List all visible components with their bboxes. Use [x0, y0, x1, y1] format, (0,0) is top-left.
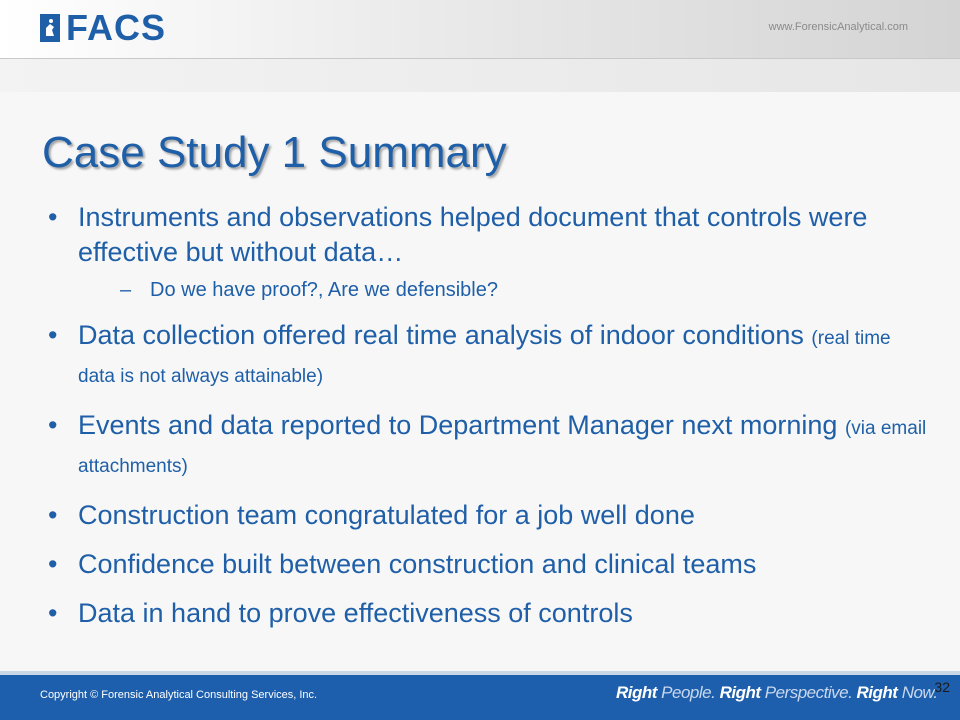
bullet-marker: •: [48, 500, 58, 530]
bullet-marker: •: [48, 410, 58, 440]
sub-bullet-marker: –: [120, 279, 132, 301]
bullet-marker: •: [48, 320, 58, 350]
tagline-bold-3: Right: [856, 683, 898, 702]
bullet-text: Instruments and observations helped document that controls were effective but without data…: [78, 202, 868, 267]
tagline-light-2: Perspective.: [764, 683, 853, 702]
bullet-text: Data in hand to prove effectiveness of controls: [78, 598, 633, 628]
bullet-text: Confidence built between construction and clinical teams: [78, 549, 757, 579]
bullet-text: Events and data reported to Department Manager next morning: [78, 410, 838, 440]
header-band: [0, 59, 960, 92]
tagline-light-3: Now.: [901, 683, 938, 702]
tagline-light-1: People.: [661, 683, 716, 702]
bullet-item: [48, 200, 928, 304]
website-url: www.ForensicAnalytical.com: [768, 21, 908, 33]
bullet-item: [48, 498, 928, 533]
page-number: 32: [934, 679, 950, 695]
bullet-item: [48, 596, 928, 631]
facs-logo-icon: [40, 14, 60, 42]
bullet-list: [48, 200, 928, 645]
bullet-item: [48, 408, 928, 484]
bullet-text: Construction team congratulated for a job well done: [78, 500, 695, 530]
bullet-item: [48, 547, 928, 582]
bullet-text: Data collection offered real time analysis of indoor conditions: [78, 320, 804, 350]
bullet-marker: •: [48, 598, 58, 628]
tagline-bold-1: Right: [616, 683, 657, 702]
slide-title: Case Study 1 Summary: [42, 128, 507, 177]
copyright-text: Copyright © Forensic Analytical Consulting Services, Inc.: [40, 689, 318, 701]
bullet-item: [48, 318, 928, 394]
bullet-marker: •: [48, 549, 58, 579]
sub-bullet-item: [78, 276, 928, 304]
bullet-marker: •: [48, 202, 58, 232]
facs-logo: [40, 7, 167, 48]
tagline: [616, 683, 938, 703]
bullet-note: (via email attachments): [78, 418, 927, 477]
tagline-bold-2: Right: [719, 683, 761, 702]
bullet-note: (real time data is not always attainable): [78, 328, 891, 387]
logo-text: FACS: [66, 7, 167, 48]
sub-bullet-text: Do we have proof?, Are we defensible?: [150, 279, 498, 301]
